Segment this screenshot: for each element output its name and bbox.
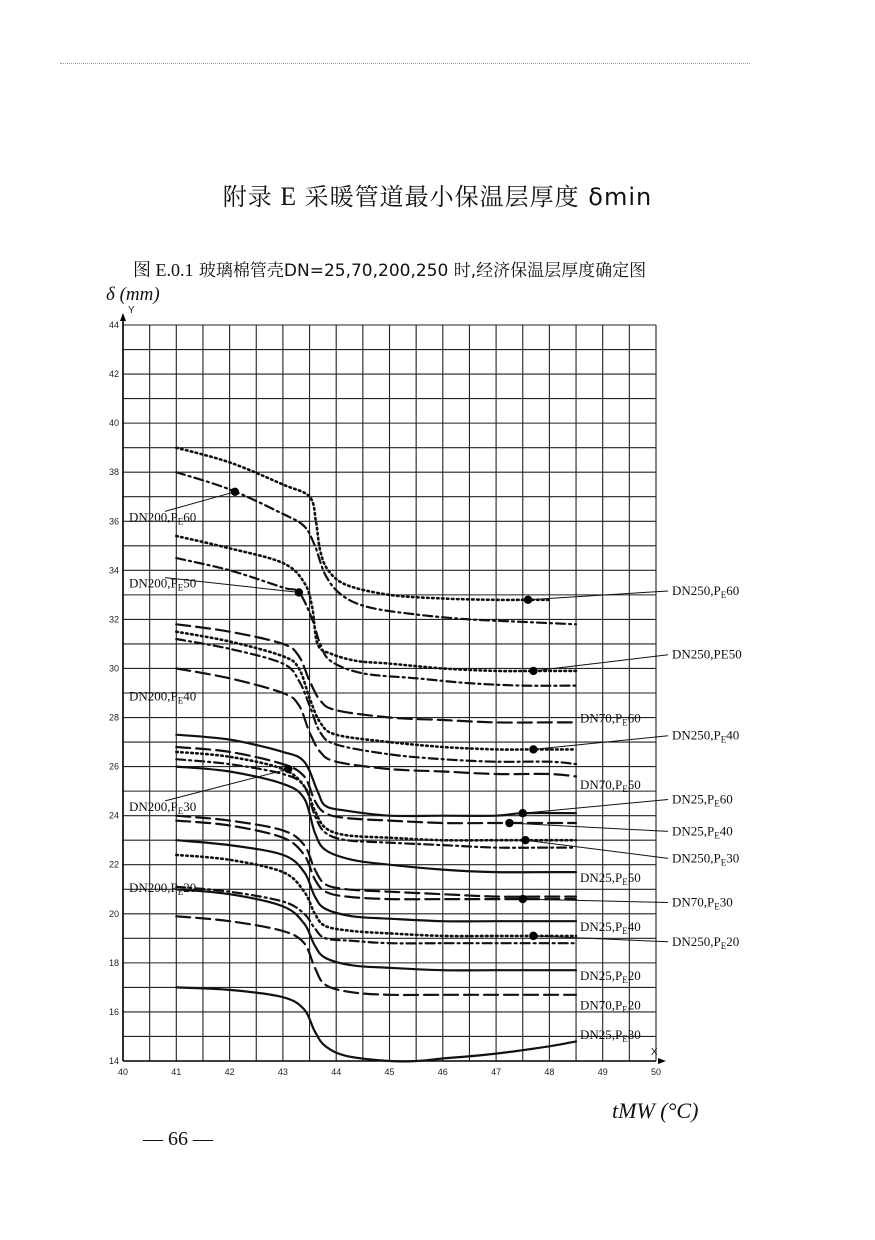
- series-label: $DN70,P_E50$: [580, 776, 641, 794]
- series-label: $DN70,P_E60$: [580, 710, 641, 728]
- series-line: [176, 840, 576, 921]
- series-line: [176, 639, 576, 764]
- y-tick-label: 30: [108, 663, 119, 674]
- y-tick-label: 38: [108, 467, 119, 478]
- series-label: $DN250,P_E40$: [672, 727, 740, 745]
- x-tick-label: 44: [331, 1067, 342, 1077]
- series-line: [176, 916, 576, 995]
- series-label: $DN25,P_E60$: [672, 791, 733, 809]
- series-line: [176, 816, 576, 897]
- series-label: $DN250,P_E20$: [672, 933, 740, 951]
- series-label: $DN25,P_E50$: [580, 870, 641, 887]
- page-number: — 66 —: [143, 1128, 213, 1150]
- series-label: $DN200,P_E40$: [129, 688, 197, 706]
- y-tick-label: 22: [108, 859, 119, 870]
- y-tick-label: 24: [108, 810, 119, 821]
- series-label: $DN200,P_E60$: [129, 509, 197, 527]
- x-tick-label: 48: [544, 1067, 555, 1077]
- series-label: DN250,PE50: [672, 646, 742, 662]
- leader-line: [523, 799, 668, 813]
- series-group: [176, 448, 576, 1062]
- y-axis-arrow: [120, 313, 126, 321]
- series-label: $DN200,P_E30$: [129, 798, 197, 816]
- series-label: $DN25,P_E40$: [672, 823, 733, 841]
- y-tick-label: 36: [108, 516, 119, 527]
- x-tick-label: 50: [650, 1067, 662, 1077]
- x-tick-label: 42: [224, 1067, 235, 1077]
- series-label: $DN200,P_E50$: [129, 575, 197, 593]
- y-tick-label: 26: [108, 761, 119, 772]
- leader-line: [525, 840, 668, 858]
- y-tick-label: 14: [108, 1056, 119, 1066]
- y-tick-label: 34: [108, 565, 119, 576]
- leader-line: [165, 492, 235, 512]
- x-tick-label: 46: [437, 1067, 448, 1077]
- y-tick-label: 16: [108, 1006, 119, 1017]
- series-label: $DN25,P_E30$: [580, 1027, 641, 1045]
- y-tick-label: 44: [108, 320, 119, 330]
- series-label: $DN250,P_E30$: [672, 850, 740, 868]
- series-label: $DN70,P_E30$: [672, 894, 733, 912]
- x-tick-label: 43: [277, 1067, 288, 1077]
- figure-caption-text: 玻璃棉管壳DN=25,70,200,250 时,经济保温层厚度确定图: [198, 261, 647, 281]
- series-label: $DN200,P_E20$: [129, 879, 197, 897]
- series-label: $DN25,P_E20$: [580, 968, 641, 986]
- x-axis-title: tMW (°C): [612, 1098, 699, 1123]
- y-tick-label: 42: [108, 369, 119, 380]
- x-tick-label: 40: [117, 1067, 129, 1077]
- heading-title: 采暖管道最小保温层厚度 δmin: [304, 183, 653, 211]
- x-tick-label: 49: [597, 1067, 608, 1077]
- series-label: $DN25,P_E40$: [580, 919, 641, 937]
- y-tick-label: 32: [108, 614, 119, 625]
- y-axis-letter: Y: [128, 305, 135, 316]
- y-tick-label: 18: [108, 957, 119, 968]
- series-label: $DN250,P_E60$: [672, 582, 740, 600]
- series-line: [176, 624, 576, 722]
- x-tick-label: 41: [171, 1067, 182, 1077]
- x-tick-label: 45: [384, 1067, 395, 1077]
- x-axis-arrow: [658, 1058, 666, 1064]
- figure-number: 图 E.0.1: [133, 260, 194, 280]
- heading-letter: E: [280, 182, 298, 211]
- y-tick-label: 40: [108, 418, 119, 429]
- series-line: [176, 735, 576, 816]
- y-axis-title: δ (mm): [106, 284, 160, 305]
- series-labels: [129, 492, 742, 1044]
- grid: [123, 325, 656, 1061]
- series-line: [176, 987, 576, 1061]
- series-label: $DN70,P_E20$: [580, 997, 641, 1015]
- heading-prefix: 附录: [222, 183, 273, 211]
- leader-line: [509, 823, 668, 831]
- x-tick-label: 47: [491, 1067, 502, 1077]
- series-line: [176, 558, 576, 686]
- y-tick-label: 28: [108, 712, 119, 723]
- x-axis-letter: X: [651, 1047, 658, 1058]
- y-tick-label: 20: [108, 908, 119, 919]
- leader-line: [523, 899, 668, 902]
- leader-line: [165, 769, 288, 801]
- series-line: [176, 889, 576, 970]
